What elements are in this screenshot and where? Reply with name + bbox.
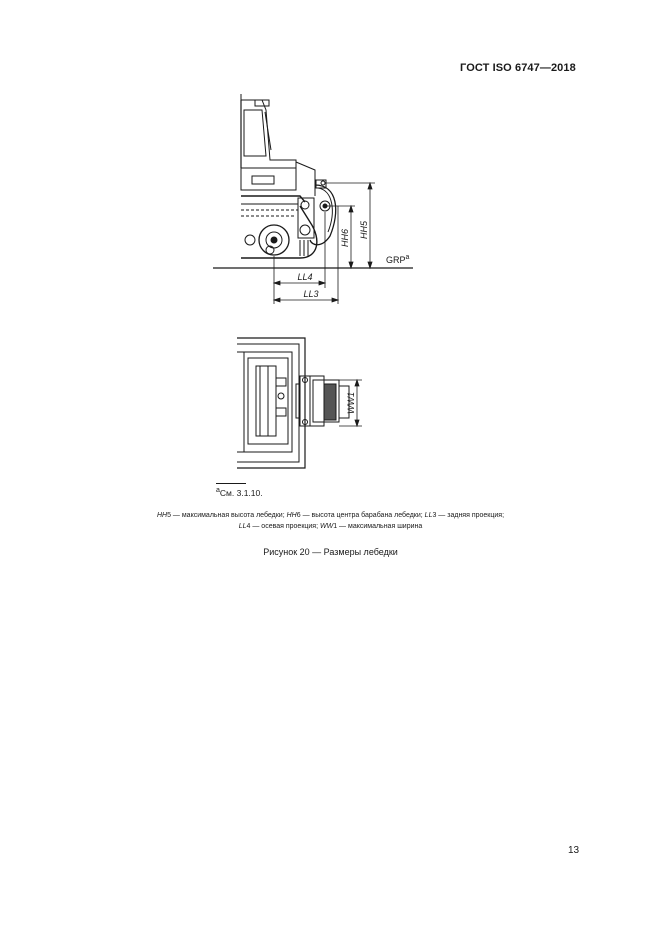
footnote-marker: a [216,487,220,494]
label-hh6: HH6 [340,228,350,248]
winch-side-view-figure [0,0,661,320]
footnote [216,487,263,498]
label-ww1: WW1 [346,392,356,414]
winch-top-view-figure [0,320,661,480]
legend-line-1: HH5 — максимальная высота лебедки; HH6 — высота центра барабана лебедки; LL3 — задняя проекция; [156,512,505,519]
label-hh5: HH5 [359,220,369,240]
label-ll4: LL4 [297,272,313,282]
page-number: 13 [568,845,580,856]
footnote-text: См. 3.1.10. [219,487,263,498]
label-ll3: LL3 [303,289,319,299]
label-grp: GRP$^a$ [386,254,410,265]
figure-caption: Рисунок 20 — Размеры лебедки [263,547,398,557]
standard-header: ГОСТ ISO 6747—2018 [460,62,576,74]
footnote-rule [216,483,246,484]
legend-line-2: LL4 — осевая проекция; WW1 — максимальная ширина [238,523,423,530]
